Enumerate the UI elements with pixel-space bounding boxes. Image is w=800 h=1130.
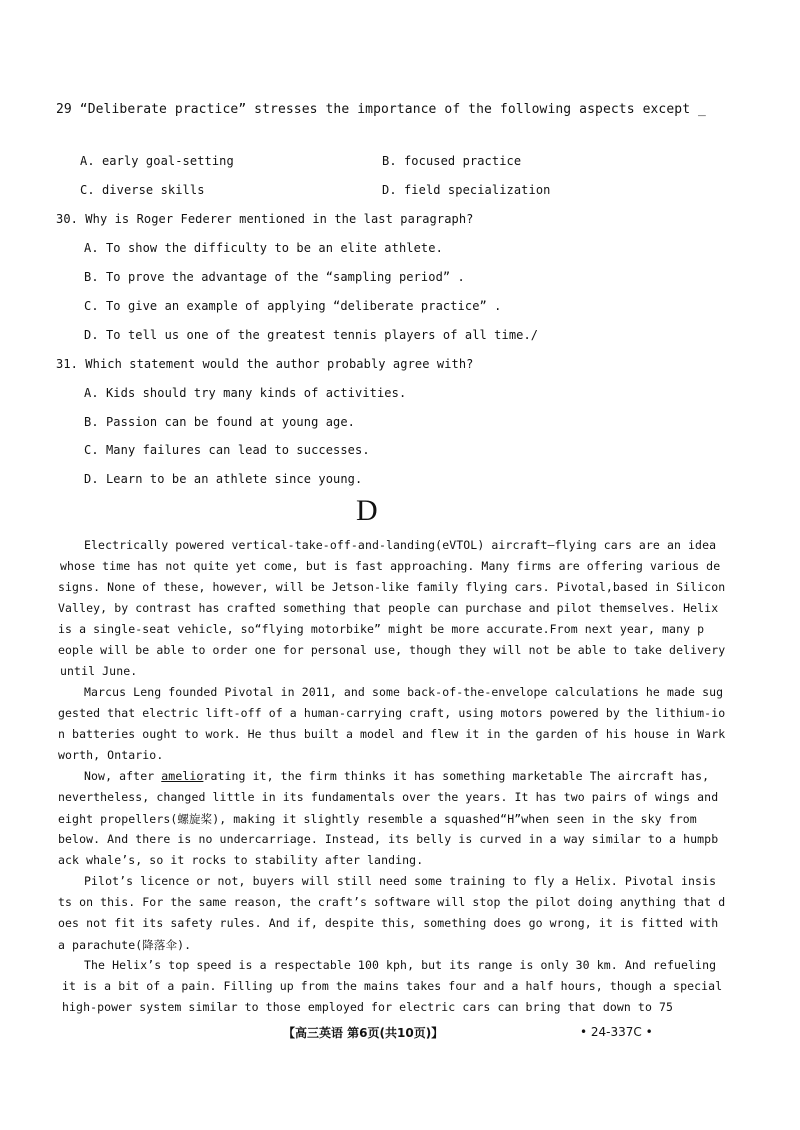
passage-line: ts on this. For the same reason, the craft’s software will stop the pilot doing anything that d (58, 895, 726, 909)
passage-line: below. And there is no undercarriage. Instead, its belly is curved in a way similar to a humpb (58, 832, 719, 846)
passage-line: Valley, by contrast has crafted something that people can purchase and pilot themselves. Helix (58, 601, 719, 615)
passage-line (84, 769, 709, 783)
passage-line: Pilot’s licence or not, buyers will still need some training to fly a Helix. Pivotal insis (84, 874, 717, 888)
passage-line: high-power system similar to those employed for electric cars can bring that down to 75 (62, 1000, 674, 1014)
section-title: D (356, 494, 378, 527)
footer-code: • 24-337C • (580, 1025, 653, 1039)
passage-line: until June. (60, 664, 138, 678)
passage-line: is a single-seat vehicle, so“flying motorbike” might be more accurate.From next year, many p (58, 622, 705, 636)
passage-line: Electrically powered vertical-take-off-and-landing(eVTOL) aircraft—flying cars are an idea (84, 538, 717, 552)
q30-option-c: C. To give an example of applying “deliberate practice” . (84, 299, 502, 313)
passage-line: Marcus Leng founded Pivotal in 2011, and some back-of-the-envelope calculations he made sug (84, 685, 724, 699)
q29-option-a: A. early goal-setting (80, 154, 234, 168)
q30-option-d: D. To tell us one of the greatest tennis players of all time./ (84, 328, 539, 342)
passage-line: ack whale’s, so it rocks to stability after landing. (58, 853, 424, 867)
q30-option-b: B. To prove the advantage of the “sampling period” . (84, 270, 465, 284)
q29-option-d: D. field specialization (382, 183, 551, 197)
passage-line: eople will be able to order one for personal use, though they will not be able to take delivery (58, 643, 726, 657)
passage-line: n batteries ought to work. He thus built a model and flew it in the garden of his house in Wark (58, 727, 726, 741)
passage-line: oes not fit its safety rules. And if, despite this, something does go wrong, it is fitted with (58, 916, 719, 930)
passage-line: it is a bit of a pain. Filling up from the mains takes four and a half hours, though a special (62, 979, 723, 993)
passage-line: gested that electric lift-off of a human-carrying craft, using motors powered by the lithium-io (58, 706, 726, 720)
q29-option-b: B. focused practice (382, 154, 522, 168)
question-30-stem: 30. Why is Roger Federer mentioned in the last paragraph? (56, 212, 474, 226)
passage-text: Now, after (84, 769, 162, 783)
q29-option-c: C. diverse skills (80, 183, 205, 197)
passage-line: worth, Ontario. (58, 748, 164, 762)
footer-page-label: 【高三英语 第6页(共10页)】 (283, 1026, 444, 1040)
passage-line: The Helix’s top speed is a respectable 100 kph, but its range is only 30 km. And refueling (84, 958, 717, 972)
passage-line: signs. None of these, however, will be Jetson-like family flying cars. Pivotal,based in Silicon (58, 580, 726, 594)
q31-option-b: B. Passion can be found at young age. (84, 415, 356, 429)
q30-option-a: A. To show the difficulty to be an elite athlete. (84, 241, 443, 255)
passage-line: eight propellers(螺旋桨), making it slightly resemble a squashed“H”when seen in the sky from (58, 812, 697, 826)
passage-line: whose time has not quite yet come, but is fast approaching. Many firms are offering various de (60, 559, 721, 573)
q31-option-d: D. Learn to be an athlete since young. (84, 472, 363, 486)
underlined-word: amelio (161, 769, 204, 783)
passage-line: nevertheless, changed little in its fundamentals over the years. It has two pairs of wings and (58, 790, 719, 804)
passage-text: rating it, the firm thinks it has something marketable The aircraft has, (203, 769, 710, 783)
passage-line: a parachute(降落伞). (58, 938, 192, 952)
question-29-stem: 29 “Deliberate practice” stresses the importance of the following aspects except _ (56, 102, 706, 117)
question-31-stem: 31. Which statement would the author probably agree with? (56, 357, 474, 371)
q31-option-a: A. Kids should try many kinds of activities. (84, 386, 407, 400)
q31-option-c: C. Many failures can lead to successes. (84, 443, 370, 457)
